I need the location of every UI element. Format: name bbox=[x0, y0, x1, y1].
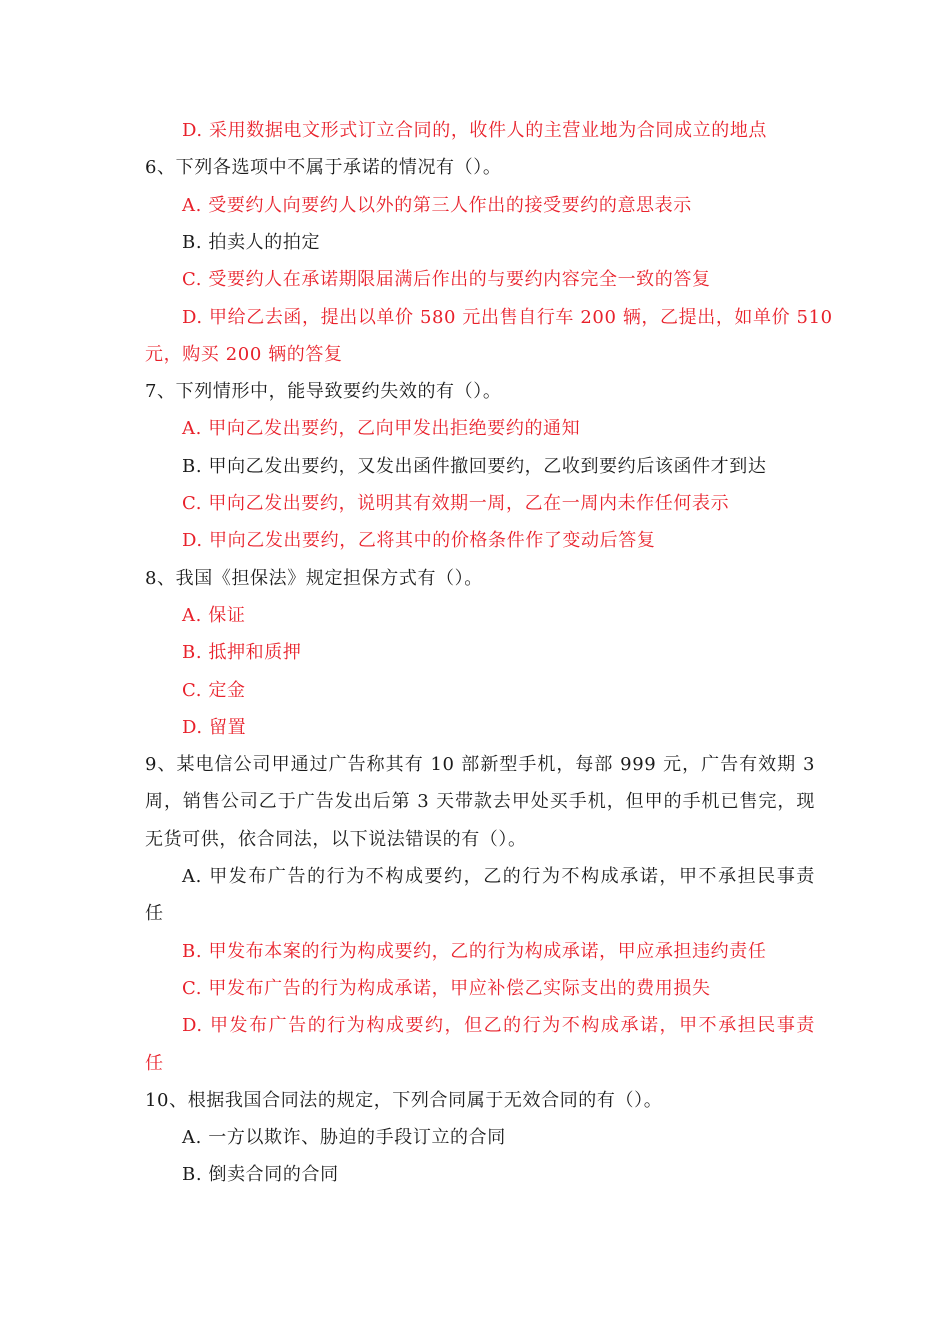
answer-option-line: B. 甲向乙发出要约，又发出函件撤回要约，乙收到要约后该函件才到达 bbox=[182, 455, 767, 477]
answer-option-line: B. 抵押和质押 bbox=[182, 642, 302, 664]
answer-option-line: A. 保证 bbox=[182, 604, 246, 626]
answer-option-line: B. 拍卖人的拍定 bbox=[182, 231, 321, 253]
question-text-line: 8、我国《担保法》规定担保方式有（）。 bbox=[145, 567, 483, 589]
answer-option-line: D. 甲向乙发出要约，乙将其中的价格条件作了变动后答复 bbox=[182, 530, 656, 552]
question-text-line: 9、某电信公司甲通过广告称其有 10 部新型手机，每部 999 元，广告有效期 3 bbox=[145, 754, 815, 776]
question-text-line: 7、下列情形中，能导致要约失效的有（）。 bbox=[145, 381, 502, 403]
answer-option-line: A. 受要约人向要约人以外的第三人作出的接受要约的意思表示 bbox=[182, 194, 692, 216]
question-text-line: 6、下列各选项中不属于承诺的情况有（）。 bbox=[145, 157, 502, 179]
answer-option-line: D. 采用数据电文形式订立合同的，收件人的主营业地为合同成立的地点 bbox=[182, 120, 768, 141]
answer-option-line: C. 受要约人在承诺期限届满后作出的与要约内容完全一致的答复 bbox=[182, 269, 711, 291]
question-text-line: 任 bbox=[145, 903, 164, 925]
answer-option-line: B. 倒卖合同的合同 bbox=[182, 1164, 339, 1186]
answer-option-line: D. 留置 bbox=[182, 716, 247, 738]
question-text-line: 10、根据我国合同法的规定，下列合同属于无效合同的有（）。 bbox=[145, 1089, 663, 1111]
question-text-line: 无货可供，依合同法，以下说法错误的有（）。 bbox=[145, 828, 527, 850]
answer-option-line: C. 甲发布广告的行为构成承诺，甲应补偿乙实际支出的费用损失 bbox=[182, 977, 711, 999]
answer-option-line: A. 甲向乙发出要约，乙向甲发出拒绝要约的通知 bbox=[182, 418, 581, 440]
answer-option-line: A. 甲发布广告的行为不构成要约，乙的行为不构成承诺，甲不承担民事责 bbox=[182, 866, 815, 887]
answer-option-line: D. 甲发布广告的行为构成要约，但乙的行为不构成承诺，甲不承担民事责 bbox=[182, 1015, 815, 1037]
answer-option-line: B. 甲发布本案的行为构成要约，乙的行为构成承诺，甲应承担违约责任 bbox=[182, 940, 767, 962]
question-text-line: 元，购买 200 辆的答复 bbox=[145, 343, 343, 365]
answer-option-line: D. 甲给乙去函，提出以单价 580 元出售自行车 200 辆，乙提出，如单价 510 bbox=[182, 306, 833, 328]
answer-option-line: C. 甲向乙发出要约，说明其有效期一周，乙在一周内未作任何表示 bbox=[182, 493, 730, 514]
answer-option-line: A. 一方以欺诈、胁迫的手段订立的合同 bbox=[182, 1127, 506, 1149]
answer-option-line: C. 定金 bbox=[182, 679, 246, 701]
question-text-line: 周，销售公司乙于广告发出后第 3 天带款去甲处买手机，但甲的手机已售完，现 bbox=[145, 791, 815, 813]
question-text-line: 任 bbox=[145, 1052, 164, 1074]
